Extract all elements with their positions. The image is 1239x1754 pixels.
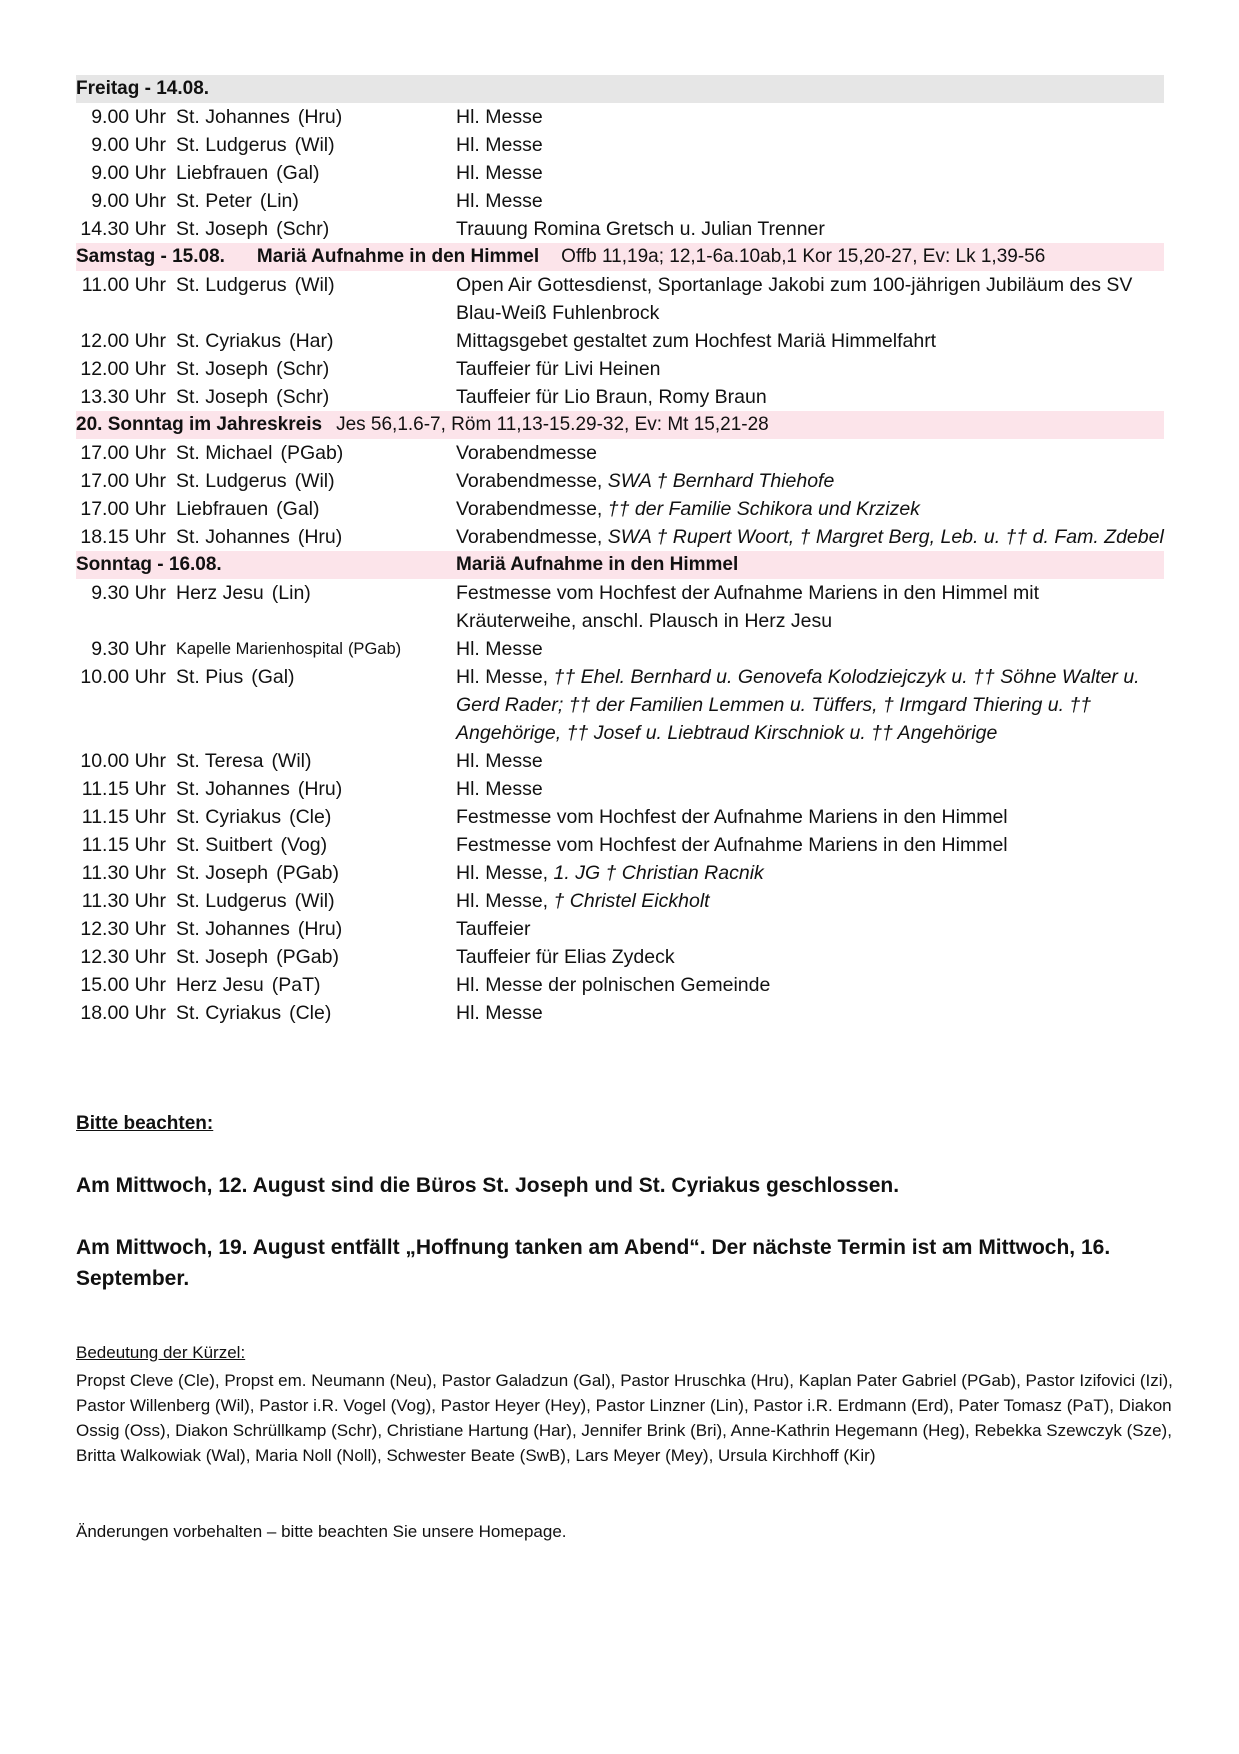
schedule-entry bbox=[76, 383, 1164, 411]
day-date: Freitag - 14.08. bbox=[76, 78, 210, 99]
readings: Jes 56,1.6-7, Röm 11,13-15.29-32, Ev: Mt 15,21-28 bbox=[336, 414, 769, 435]
entry-church bbox=[176, 915, 456, 943]
church-name: St. Joseph bbox=[176, 862, 269, 884]
entry-description bbox=[456, 523, 1164, 551]
celebrant-code: (Lin) bbox=[271, 582, 311, 604]
entry-time: 11.30 Uhr bbox=[81, 862, 166, 884]
schedule-entry bbox=[76, 523, 1164, 551]
description-text: Trauung Romina Gretsch u. Julian Trenner bbox=[456, 218, 825, 240]
celebrant-code: (Vog) bbox=[280, 834, 328, 856]
description-text: Vorabendmesse bbox=[456, 442, 597, 464]
church-name: St. Ludgerus bbox=[176, 274, 287, 296]
schedule-entry bbox=[76, 187, 1164, 215]
entry-church bbox=[176, 579, 456, 635]
intention-text: †† Ehel. Bernhard u. Genovefa Kolodziejczyk u. †† Söhne Walter u. Gerd Rader; †† der Familien Lemmen u. Tüffers, † Irmgard Thiering u. †† Angehörige, †† Josef u. Liebtraud Kirschniok u. †† Angehörige bbox=[456, 666, 1140, 744]
entry-church bbox=[176, 523, 456, 551]
entry-description bbox=[456, 187, 1164, 215]
celebrant-code: (PGab) bbox=[280, 442, 344, 464]
day-heading bbox=[76, 551, 1164, 579]
schedule-entry bbox=[76, 327, 1164, 355]
intention-text: SWA † Rupert Woort, † Margret Berg, Leb. u. †† d. Fam. Zdebel bbox=[602, 526, 1164, 548]
entry-time: 9.00 Uhr bbox=[91, 190, 166, 212]
description-text: Open Air Gottesdienst, Sportanlage Jakobi zum 100-jährigen Jubiläum des SV Blau-Weiß Fuhlenbrock bbox=[456, 274, 1133, 324]
celebrant-code: (Hru) bbox=[297, 778, 343, 800]
feast-name: Mariä Aufnahme in den Himmel bbox=[256, 246, 540, 267]
notice-office-closure: Am Mittwoch, 12. August sind die Büros St. Joseph und St. Cyriakus geschlossen. bbox=[76, 1174, 900, 1197]
entry-church bbox=[176, 971, 456, 999]
feast-name: Mariä Aufnahme in den Himmel bbox=[456, 554, 739, 575]
entry-description bbox=[456, 663, 1164, 747]
description-text: Hl. Messe, bbox=[456, 862, 549, 884]
schedule-entry bbox=[76, 999, 1164, 1027]
schedule-entry bbox=[76, 887, 1164, 915]
church-name: Liebfrauen bbox=[176, 162, 269, 184]
entry-description bbox=[456, 495, 1164, 523]
church-name: Kapelle Marienhospital bbox=[176, 640, 343, 658]
church-name: Herz Jesu bbox=[176, 582, 264, 604]
description-text: Hl. Messe bbox=[456, 638, 543, 660]
schedule-entry bbox=[76, 943, 1164, 971]
schedule-entry bbox=[76, 495, 1164, 523]
entry-time: 9.00 Uhr bbox=[91, 134, 166, 156]
abbreviations-list: Propst Cleve (Cle), Propst em. Neumann (Neu), Pastor Galadzun (Gal), Pastor Hruschka (Hru), Kaplan Pater Gabriel (PGab), Pastor Izifovici (Izi), Pastor Willenberg (Wil), Pastor i.R. Vogel (Vog), Pastor Heyer (Hey), Pastor Linzner (Lin), Pastor i.R. Erdmann (Erd), Pater Tomasz (PaT), Diakon Ossig (Oss), Diakon Schrüllkamp (Schr), Christiane Hartung (Har), Jennifer Brink (Bri), Anne-Kathrin Hegemann (Heg), Rebekka Szewczyk (Sze), Britta Walkowiak (Wal), Maria Noll (Noll), Schwester Beate (SwB), Lars Meyer (Mey), Ursula Kirchhoff (Kir) bbox=[76, 1371, 1173, 1465]
entry-description bbox=[456, 943, 1164, 971]
church-name: St. Cyriakus bbox=[176, 330, 282, 352]
entry-church bbox=[176, 887, 456, 915]
celebrant-code: (Har) bbox=[289, 330, 334, 352]
day-date: Samstag - 15.08. bbox=[76, 246, 225, 267]
church-name: St. Michael bbox=[176, 442, 273, 464]
church-name: St. Joseph bbox=[176, 358, 269, 380]
celebrant-code: (Gal) bbox=[276, 498, 320, 520]
celebrant-code: (PGab) bbox=[276, 862, 339, 884]
entry-time: 11.15 Uhr bbox=[81, 778, 166, 800]
description-text: Hl. Messe bbox=[456, 106, 543, 128]
schedule-entry bbox=[76, 271, 1164, 327]
church-name: Liebfrauen bbox=[176, 498, 269, 520]
church-name: St. Teresa bbox=[176, 750, 264, 772]
entry-time: 17.00 Uhr bbox=[80, 442, 166, 464]
church-name: St. Peter bbox=[176, 190, 252, 212]
schedule-entry bbox=[76, 803, 1164, 831]
description-text: Festmesse vom Hochfest der Aufnahme Mariens in den Himmel mit Kräuterweihe, anschl. Plausch in Herz Jesu bbox=[456, 582, 1040, 632]
schedule-entry bbox=[76, 915, 1164, 943]
church-name: St. Ludgerus bbox=[176, 134, 287, 156]
schedule-entry bbox=[76, 859, 1164, 887]
celebrant-code: (Lin) bbox=[259, 190, 299, 212]
church-name: St. Joseph bbox=[176, 386, 269, 408]
entry-church bbox=[176, 215, 456, 243]
celebrant-code: (PGab) bbox=[276, 946, 339, 968]
church-name: St. Ludgerus bbox=[176, 470, 287, 492]
entry-church bbox=[176, 831, 456, 859]
schedule-entry bbox=[76, 635, 1164, 663]
entry-description bbox=[456, 103, 1164, 131]
entry-description bbox=[456, 159, 1164, 187]
description-text: Mittagsgebet gestaltet zum Hochfest Mariä Himmelfahrt bbox=[456, 330, 937, 352]
entry-church bbox=[176, 495, 456, 523]
celebrant-code: (Hru) bbox=[297, 106, 343, 128]
entry-description bbox=[456, 215, 1164, 243]
entry-description bbox=[456, 859, 1164, 887]
notices-heading: Bitte beachten: bbox=[76, 1113, 214, 1134]
church-name: St. Cyriakus bbox=[176, 806, 282, 828]
celebrant-code: (Gal) bbox=[276, 162, 320, 184]
description-text: Hl. Messe, bbox=[456, 890, 549, 912]
intention-text: †† der Familie Schikora und Krzizek bbox=[602, 498, 920, 520]
entry-church bbox=[176, 271, 456, 327]
schedule-entry bbox=[76, 663, 1164, 747]
entry-church bbox=[176, 663, 456, 747]
entry-description bbox=[456, 803, 1164, 831]
entry-time: 17.00 Uhr bbox=[80, 470, 166, 492]
description-text: Vorabendmesse, bbox=[456, 470, 603, 492]
schedule-entry bbox=[76, 775, 1164, 803]
entry-church bbox=[176, 747, 456, 775]
schedule-entry bbox=[76, 467, 1164, 495]
entry-time: 10.00 Uhr bbox=[80, 750, 166, 772]
entry-description bbox=[456, 775, 1164, 803]
entry-description bbox=[456, 355, 1164, 383]
entry-time: 12.00 Uhr bbox=[80, 358, 166, 380]
schedule-entry bbox=[76, 831, 1164, 859]
entry-church bbox=[176, 131, 456, 159]
entry-church bbox=[176, 383, 456, 411]
entry-church bbox=[176, 103, 456, 131]
entry-description bbox=[456, 831, 1164, 859]
church-name: St. Cyriakus bbox=[176, 1002, 282, 1024]
entry-time: 12.30 Uhr bbox=[80, 918, 166, 940]
entry-description bbox=[456, 579, 1164, 635]
service-schedule bbox=[76, 75, 1164, 1027]
day-date: Sonntag - 16.08. bbox=[76, 554, 222, 575]
entry-description bbox=[456, 971, 1164, 999]
celebrant-code: (Wil) bbox=[294, 470, 335, 492]
celebrant-code: (Wil) bbox=[294, 134, 335, 156]
description-text: Festmesse vom Hochfest der Aufnahme Mariens in den Himmel bbox=[456, 834, 1008, 856]
celebrant-code: (Wil) bbox=[271, 750, 312, 772]
schedule-entry bbox=[76, 103, 1164, 131]
entry-time: 15.00 Uhr bbox=[80, 974, 166, 996]
celebrant-code: (Gal) bbox=[251, 666, 295, 688]
schedule-entry bbox=[76, 131, 1164, 159]
description-text: Festmesse vom Hochfest der Aufnahme Mariens in den Himmel bbox=[456, 806, 1008, 828]
schedule-entry bbox=[76, 159, 1164, 187]
description-text: Hl. Messe bbox=[456, 1002, 543, 1024]
entry-description bbox=[456, 887, 1164, 915]
entry-time: 9.30 Uhr bbox=[91, 582, 166, 604]
description-text: Tauffeier für Livi Heinen bbox=[456, 358, 661, 380]
church-name: Herz Jesu bbox=[176, 974, 264, 996]
entry-church bbox=[176, 803, 456, 831]
description-text: Vorabendmesse, bbox=[456, 526, 603, 548]
entry-church bbox=[176, 859, 456, 887]
entry-time: 12.30 Uhr bbox=[80, 946, 166, 968]
entry-church bbox=[176, 187, 456, 215]
entry-time: 9.00 Uhr bbox=[91, 162, 166, 184]
description-text: Tauffeier für Lio Braun, Romy Braun bbox=[456, 386, 767, 408]
celebrant-code: (Hru) bbox=[297, 526, 343, 548]
notice-event-cancelled: Am Mittwoch, 19. August entfällt „Hoffnung tanken am Abend“. Der nächste Termin ist am Mittwoch, 16. September. bbox=[76, 1236, 1111, 1290]
entry-description bbox=[456, 131, 1164, 159]
description-text: Hl. Messe bbox=[456, 162, 543, 184]
entry-description bbox=[456, 271, 1164, 327]
entry-church bbox=[176, 943, 456, 971]
schedule-entry bbox=[76, 971, 1164, 999]
intention-text: † Christel Eickholt bbox=[548, 890, 710, 912]
description-text: Vorabendmesse, bbox=[456, 498, 603, 520]
readings: Offb 11,19a; 12,1-6a.10ab,1 Kor 15,20-27, Ev: Lk 1,39-56 bbox=[561, 246, 1046, 267]
description-text: Hl. Messe bbox=[456, 190, 543, 212]
schedule-entry bbox=[76, 747, 1164, 775]
entry-description bbox=[456, 327, 1164, 355]
celebrant-code: (Cle) bbox=[289, 1002, 332, 1024]
celebrant-code: (Schr) bbox=[276, 358, 330, 380]
celebrant-code: (Schr) bbox=[276, 218, 330, 240]
celebrant-code: (Wil) bbox=[294, 890, 335, 912]
entry-description bbox=[456, 999, 1164, 1027]
church-name: St. Ludgerus bbox=[176, 890, 287, 912]
entry-time: 11.30 Uhr bbox=[81, 890, 166, 912]
entry-time: 9.30 Uhr bbox=[91, 638, 166, 660]
celebrant-code: (PGab) bbox=[347, 640, 402, 658]
description-text: Hl. Messe der polnischen Gemeinde bbox=[456, 974, 771, 996]
entry-time: 17.00 Uhr bbox=[80, 498, 166, 520]
celebrant-code: (Wil) bbox=[294, 274, 335, 296]
changes-disclaimer: Änderungen vorbehalten – bitte beachten Sie unsere Homepage. bbox=[76, 1522, 567, 1541]
entry-church bbox=[176, 635, 456, 663]
church-name: St. Johannes bbox=[176, 526, 290, 548]
church-name: St. Joseph bbox=[176, 946, 269, 968]
entry-time: 18.15 Uhr bbox=[80, 526, 166, 548]
church-name: St. Suitbert bbox=[176, 834, 273, 856]
celebrant-code: (Hru) bbox=[297, 918, 343, 940]
entry-description bbox=[456, 467, 1164, 495]
description-text: Hl. Messe bbox=[456, 750, 543, 772]
abbreviations-heading: Bedeutung der Kürzel: bbox=[76, 1343, 246, 1362]
day-heading bbox=[76, 75, 1164, 103]
schedule-entry bbox=[76, 355, 1164, 383]
entry-time: 10.00 Uhr bbox=[80, 666, 166, 688]
entry-time: 11.15 Uhr bbox=[81, 834, 166, 856]
description-text: Hl. Messe, bbox=[456, 666, 549, 688]
intention-text: 1. JG † Christian Racnik bbox=[548, 862, 764, 884]
intention-text: SWA † Bernhard Thiehofe bbox=[602, 470, 835, 492]
entry-description bbox=[456, 747, 1164, 775]
church-name: St. Pius bbox=[176, 666, 244, 688]
entry-church bbox=[176, 355, 456, 383]
description-text: Tauffeier für Elias Zydeck bbox=[456, 946, 675, 968]
entry-description bbox=[456, 439, 1164, 467]
entry-church bbox=[176, 327, 456, 355]
entry-church bbox=[176, 999, 456, 1027]
entry-time: 18.00 Uhr bbox=[80, 1002, 166, 1024]
entry-description bbox=[456, 915, 1164, 943]
church-name: St. Johannes bbox=[176, 778, 290, 800]
entry-church bbox=[176, 159, 456, 187]
description-text: Hl. Messe bbox=[456, 778, 543, 800]
entry-time: 14.30 Uhr bbox=[80, 218, 166, 240]
entry-time: 13.30 Uhr bbox=[80, 386, 166, 408]
celebrant-code: (Schr) bbox=[276, 386, 330, 408]
entry-church bbox=[176, 775, 456, 803]
schedule-entry bbox=[76, 215, 1164, 243]
entry-church bbox=[176, 439, 456, 467]
entry-time: 9.00 Uhr bbox=[91, 106, 166, 128]
entry-time: 11.00 Uhr bbox=[81, 274, 166, 296]
day-date: 20. Sonntag im Jahreskreis bbox=[76, 414, 323, 435]
entry-description bbox=[456, 635, 1164, 663]
entry-time: 12.00 Uhr bbox=[80, 330, 166, 352]
day-heading bbox=[76, 411, 1164, 439]
church-name: St. Joseph bbox=[176, 218, 269, 240]
day-heading bbox=[76, 243, 1164, 271]
celebrant-code: (PaT) bbox=[271, 974, 321, 996]
entry-time: 11.15 Uhr bbox=[81, 806, 166, 828]
schedule-entry bbox=[76, 579, 1164, 635]
church-name: St. Johannes bbox=[176, 106, 290, 128]
schedule-entry bbox=[76, 439, 1164, 467]
church-name: St. Johannes bbox=[176, 918, 290, 940]
description-text: Hl. Messe bbox=[456, 134, 543, 156]
celebrant-code: (Cle) bbox=[289, 806, 332, 828]
entry-church bbox=[176, 467, 456, 495]
description-text: Tauffeier bbox=[456, 918, 531, 940]
entry-description bbox=[456, 383, 1164, 411]
